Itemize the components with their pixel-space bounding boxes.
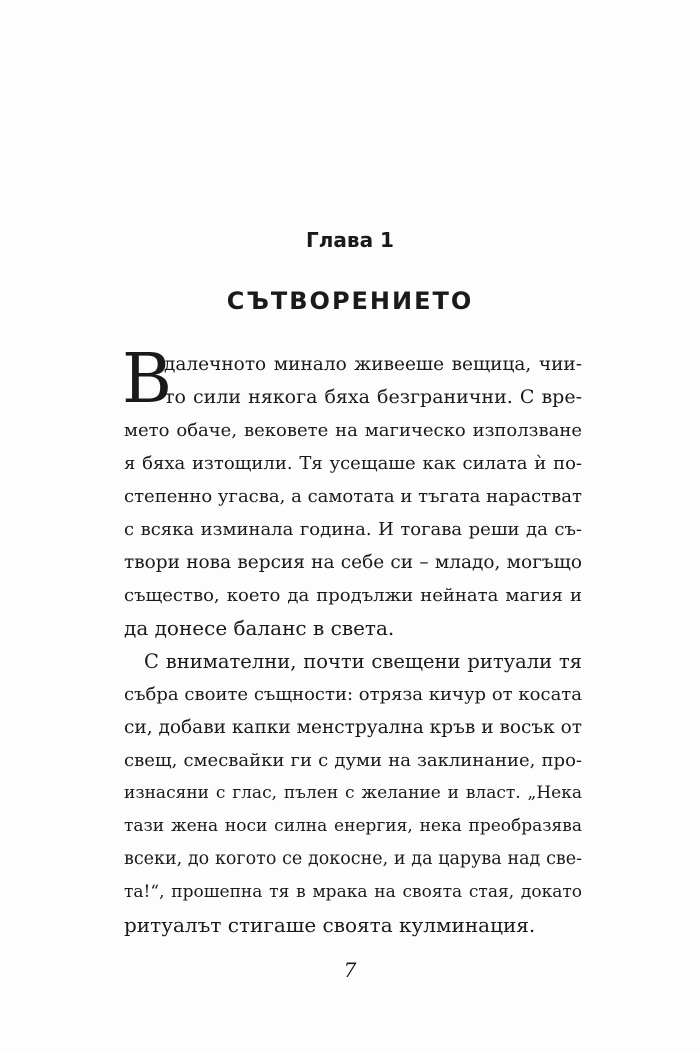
text-line: всеки, до когото се докосне, и да царува над све- [124, 849, 582, 869]
text-line: с всяка изминала година. И тогава реши да съ- [124, 519, 582, 540]
text-line: ритуалът стигаше своята кулминация. [124, 913, 536, 937]
text-line: си, добави капки менструална кръв и восък от [124, 717, 582, 738]
text-line: изнасяни с глас, пълен с желание и власт. „Нека [124, 783, 582, 803]
text-line: събра своите същности: отряза кичур от косата [124, 684, 582, 705]
chapter-title: СЪТВОРЕНИЕТО [226, 287, 474, 315]
chapter-label: Глава 1 [306, 228, 394, 252]
paragraph-2 [124, 645, 582, 942]
page-number: 7 [343, 958, 357, 982]
text-line: та!“, прошепна тя в мрака на своята стая, докато [124, 882, 582, 902]
text-line: я бяха изтощили. Тя усещаше как силата ѝ по- [124, 453, 582, 474]
text-line: мето обаче, вековете на магическо използване [124, 420, 582, 441]
text-line: степенно угасва, а самотата и тъгата нарастват [124, 486, 582, 507]
text-line: да донесе баланс в света. [124, 616, 395, 640]
text-line: далечното минало живееше вещица, чии- [164, 354, 582, 375]
drop-cap: В [122, 340, 172, 419]
text-line: твори нова версия на себе си – младо, могъщо [124, 552, 582, 573]
text-line: тази жена носи силна енергия, нека преобразява [124, 816, 582, 836]
text-line: С внимателни, почти свещени ритуали тя [144, 650, 582, 673]
body-text [122, 340, 582, 942]
text-line: то сили някога бяха безгранични. С вре- [164, 386, 582, 408]
text-line: свещ, смесвайки ги с думи на заклинание, про- [124, 750, 582, 771]
paragraph-1 [122, 340, 582, 645]
text-line: същество, което да продължи нейната магия и [124, 585, 582, 606]
